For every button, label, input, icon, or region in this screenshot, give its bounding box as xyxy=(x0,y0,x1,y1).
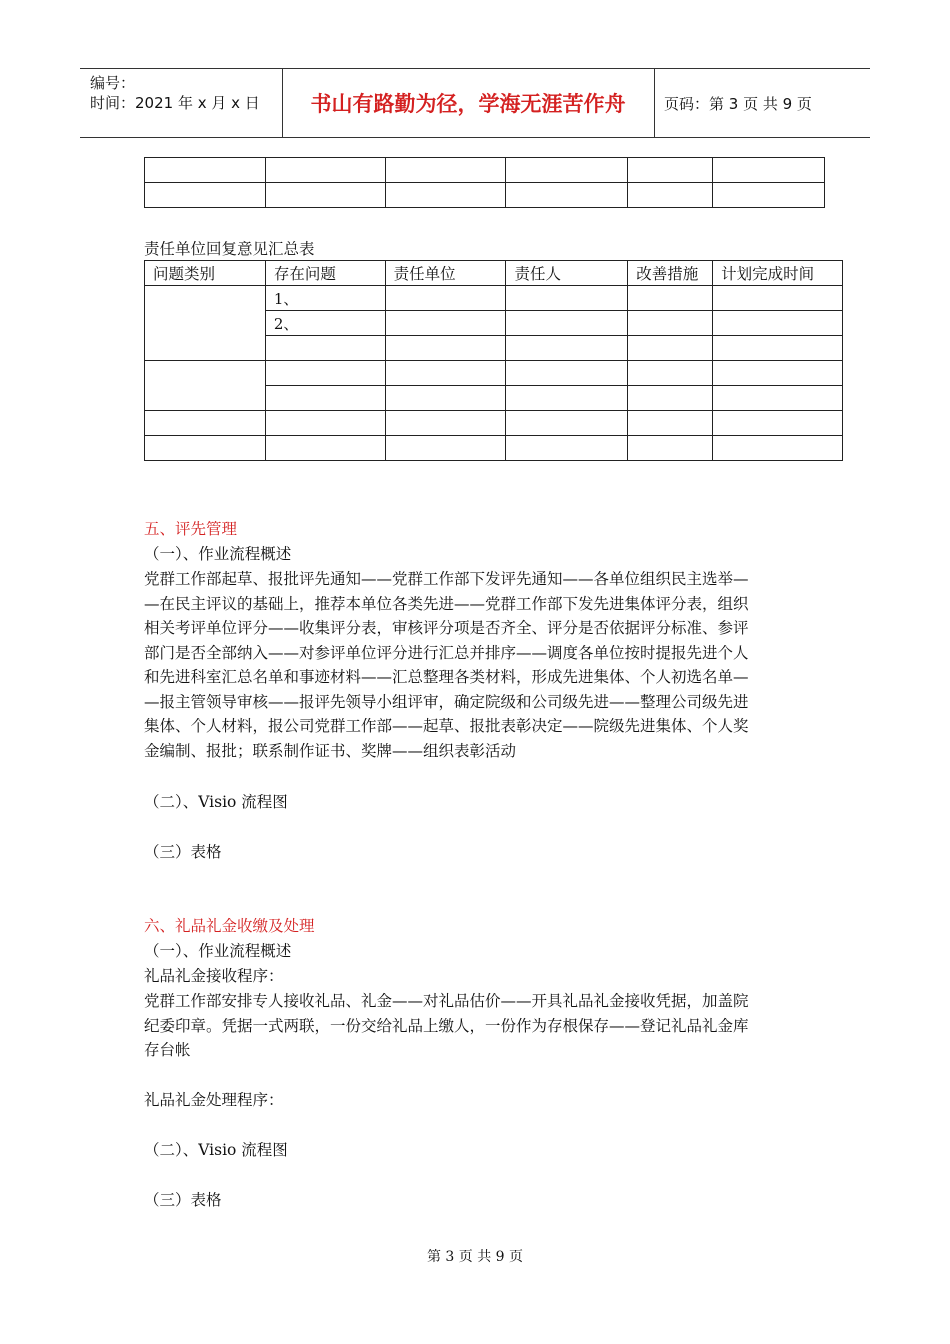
table-row xyxy=(145,183,825,208)
summary-table-title: 责任单位回复意见汇总表 xyxy=(144,240,315,258)
section5-sub3: （三）表格 xyxy=(144,843,222,861)
handle-procedure-title: 礼品礼金处理程序： xyxy=(144,1091,284,1109)
body-line: 党群工作部安排专人接收礼品、礼金——对礼品估价——开具礼品礼金接收凭据，加盖院 xyxy=(144,992,749,1010)
body-line: 存台帐 xyxy=(144,1041,191,1059)
body-line: 相关考评单位评分——收集评分表，审核评分项是否齐全、评分是否依据评分标准、参评 xyxy=(144,619,749,637)
section6-sub3: （三）表格 xyxy=(144,1191,222,1209)
body-line: 和先进科室汇总名单和事迹材料——汇总整理各类材料，形成先进集体、个人初选名单— xyxy=(144,668,749,686)
table-row xyxy=(145,361,843,386)
section6-title: 六、礼品礼金收缴及处理 xyxy=(144,917,315,935)
section5-body xyxy=(144,567,749,763)
header-page-label: 页码：第 3 页 共 9 页 xyxy=(664,94,812,113)
header-cell: 存在问题 xyxy=(265,261,385,286)
section6-sub1: （一）、作业流程概述 xyxy=(144,942,292,960)
header-cell: 责任人 xyxy=(506,261,628,286)
body-line: 党群工作部起草、报批评先通知——党群工作部下发评先通知——各单位组织民主选举— xyxy=(144,570,749,588)
issue-cell: 1、 xyxy=(265,286,385,311)
header-cell: 计划完成时间 xyxy=(713,261,843,286)
body-line: 金编制、报批；联系制作证书、奖牌——组织表彰活动 xyxy=(144,741,517,760)
table-row xyxy=(145,286,843,311)
body-line: 纪委印章。凭据一式两联，一份交给礼品上缴人，一份作为存根保存——登记礼品礼金库 xyxy=(144,1016,749,1035)
header-meta xyxy=(90,73,260,113)
section5-title: 五、评先管理 xyxy=(144,520,238,538)
body-line: —报主管领导审核——报评先领导小组评审，确定院级和公司级先进——整理公司级先进 xyxy=(144,692,749,711)
time-label: 时间：2021 年 x 月 x 日 xyxy=(90,94,260,112)
category-cell xyxy=(145,286,266,361)
section5-sub2: （二）、Visio 流程图 xyxy=(144,793,288,811)
header-motto: 书山有路勤为径，学海无涯苦作舟 xyxy=(310,92,626,116)
section5-sub1: （一）、作业流程概述 xyxy=(144,545,292,563)
category-cell xyxy=(145,361,266,411)
body-line: 集体、个人材料，报公司党群工作部——起草、报批表彰决定——院级先进集体、个人奖 xyxy=(144,717,749,735)
section6-sub2: （二）、Visio 流程图 xyxy=(144,1141,288,1159)
table-row xyxy=(145,436,843,461)
summary-table xyxy=(144,260,843,461)
header-divider xyxy=(654,69,655,137)
header-cell: 改善措施 xyxy=(628,261,713,286)
header-cell: 问题类别 xyxy=(145,261,266,286)
table-row xyxy=(145,158,825,183)
code-label: 编号： xyxy=(90,74,136,92)
continuation-table xyxy=(144,157,825,208)
table-row xyxy=(145,411,843,436)
issue-cell: 2、 xyxy=(265,311,385,336)
table-header-row xyxy=(145,261,843,286)
receive-procedure-title: 礼品礼金接收程序： xyxy=(144,967,284,985)
page-header xyxy=(80,68,870,138)
header-cell: 责任单位 xyxy=(385,261,506,286)
section6-body xyxy=(144,989,749,1063)
body-line: —在民主评议的基础上，推荐本单位各类先进——党群工作部下发先进集体评分表，组织 xyxy=(144,594,749,613)
body-line: 部门是否全部纳入——对参评单位评分进行汇总并排序——调度各单位按时提报先进个人 xyxy=(144,643,749,662)
page-footer: 第 3 页 共 9 页 xyxy=(426,1249,524,1265)
